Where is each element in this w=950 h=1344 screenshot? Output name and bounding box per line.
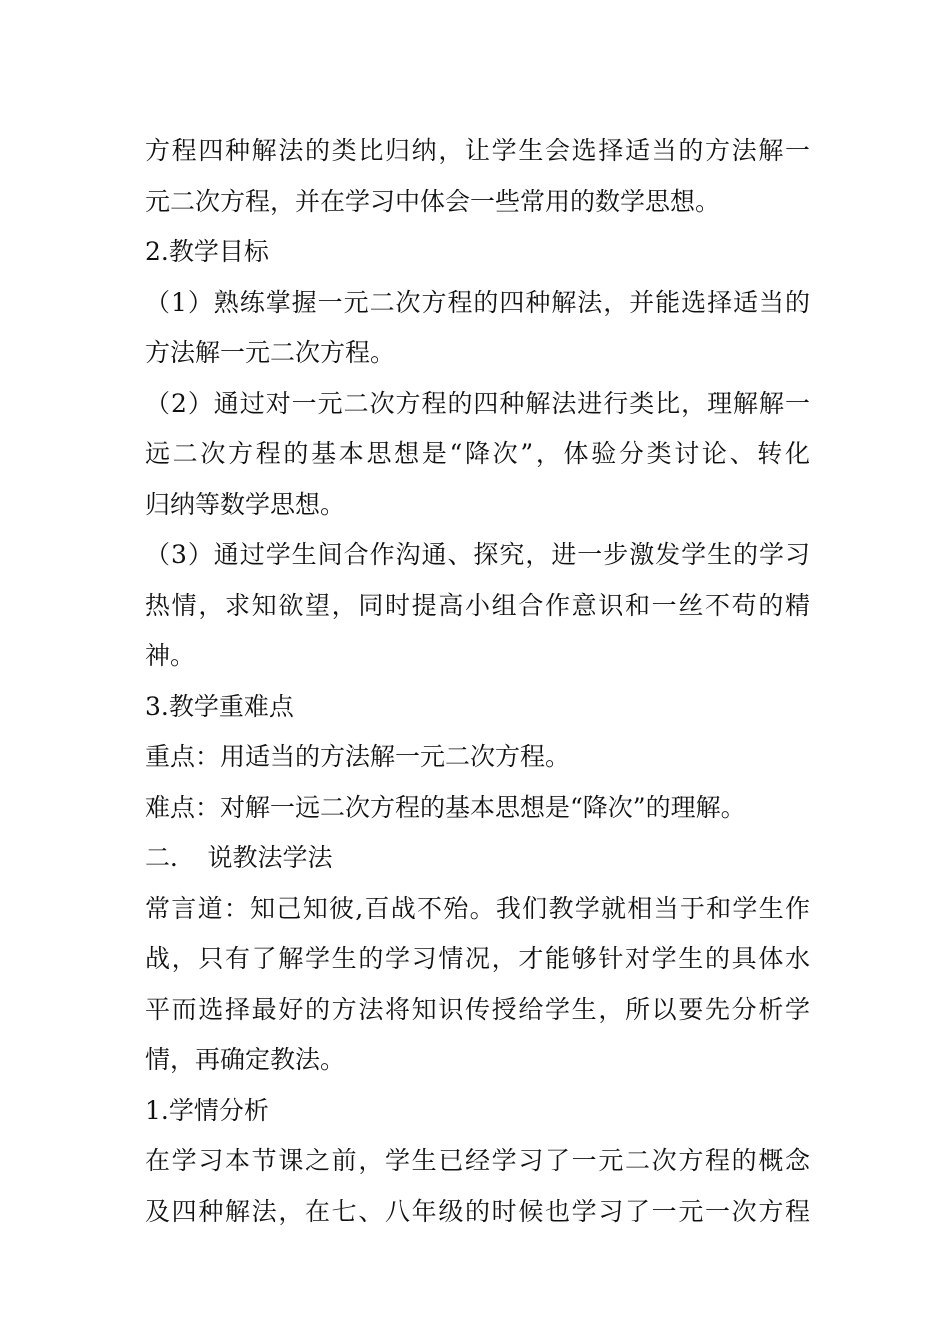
text-line: 平而选择最好的方法将知识传授给学生，所以要先分析学 [145, 994, 810, 1024]
section-heading: 2.教学目标 [145, 237, 269, 266]
text-line: 神。 [145, 641, 196, 670]
text-line: 远二次方程的基本思想是“降次”，体验分类讨论、转化 [145, 439, 810, 468]
section-heading: 1.学情分析 [145, 1095, 269, 1125]
text-line: 及四种解法，在七、八年级的时候也学习了一元一次方程 [145, 1196, 810, 1226]
text-line: 归纳等数学思想。 [145, 489, 346, 519]
text-line: （3）通过学生间合作沟通、探究，进一步激发学生的学习 [145, 540, 810, 569]
text-line: 难点：对解一远二次方程的基本思想是“降次”的理解。 [145, 792, 746, 822]
text-line: 元二次方程，并在学习中体会一些常用的数学思想。 [145, 186, 721, 216]
document-body [145, 126, 810, 1237]
text-line: 热情，求知欲望，同时提高小组合作意识和一丝不苟的精 [145, 590, 810, 620]
text-line: 在学习本节课之前，学生已经学习了一元二次方程的概念 [145, 1146, 810, 1175]
section-heading: 3.教学重难点 [145, 691, 294, 721]
text-line: 方程四种解法的类比归纳，让学生会选择适当的方法解一 [145, 136, 810, 165]
text-line: 重点：用适当的方法解一元二次方程。 [145, 742, 571, 771]
text-line: （1）熟练掌握一元二次方程的四种解法，并能选择适当的 [145, 287, 810, 317]
text-line: 战，只有了解学生的学习情况，才能够针对学生的具体水 [145, 944, 810, 973]
section-heading: 二． 说教法学法 [145, 843, 333, 872]
text-line: （2）通过对一元二次方程的四种解法进行类比，理解解一 [145, 388, 810, 418]
text-line: 方法解一元二次方程。 [145, 338, 396, 367]
text-line: 常言道：知己知彼,百战不殆。我们教学就相当于和学生作 [145, 893, 810, 923]
text-line: 情，再确定教法。 [145, 1045, 346, 1074]
